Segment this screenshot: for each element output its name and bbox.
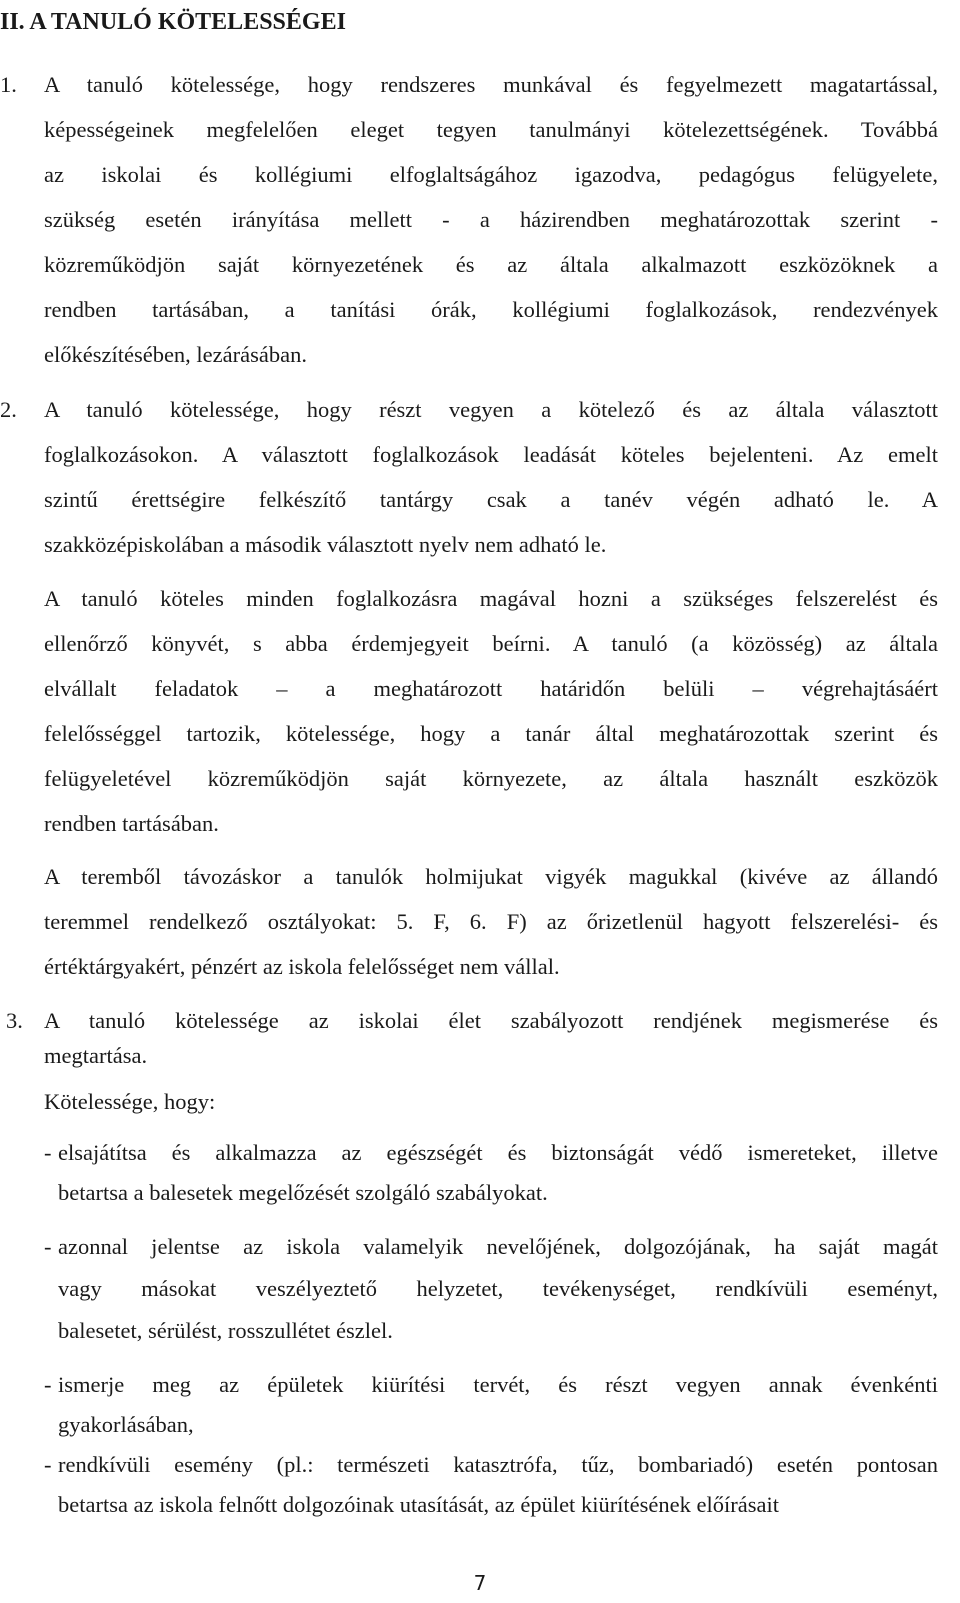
- item-2-number: 2.: [0, 397, 17, 422]
- item-3-line-2: megtartása.: [44, 1043, 148, 1068]
- equipment-line-5: felügyeletével közreműködjön saját környezete, az általa használt eszközök: [44, 766, 938, 791]
- item-2-line-2: foglalkozásokon. A választott foglalkozások leadását köteles bejelenteni. Az emelt: [44, 442, 938, 467]
- item-1-line-6: rendben tartásában, a tanítási órák, kollégiumi foglalkozások, rendezvények: [44, 297, 938, 322]
- bullet-1-dash: -: [44, 1140, 52, 1165]
- bullet-1-line-1: elsajátítsa és alkalmazza az egészségét és biztonságát védő ismereteket, illetve: [58, 1140, 938, 1165]
- item-3-number: 3.: [6, 1008, 23, 1033]
- bullet-2-line-2: vagy másokat veszélyeztető helyzetet, tevékenységet, rendkívüli eseményt,: [58, 1276, 938, 1301]
- item-1-line-3: az iskolai és kollégiumi elfoglaltságához igazodva, pedagógus felügyelete,: [44, 162, 938, 187]
- item-2-line-3: szintű érettségire felkészítő tantárgy csak a tanév végén adható le. A: [44, 487, 938, 512]
- item-3-intro: Kötelessége, hogy:: [44, 1089, 216, 1114]
- equipment-line-3: elvállalt feladatok – a meghatározott határidőn belüli – végrehajtásáért: [44, 676, 938, 701]
- bullet-2-line-1: azonnal jelentse az iskola valamelyik nevelőjének, dolgozójának, ha saját magát: [58, 1234, 938, 1259]
- equipment-line-4: felelősséggel tartozik, kötelessége, hogy a tanár által meghatározottak szerint és: [44, 721, 938, 746]
- item-1-line-2: képességeinek megfelelően eleget tegyen tanulmányi kötelezettségének. Továbbá: [44, 117, 938, 142]
- item-2-line-1: A tanuló kötelessége, hogy részt vegyen a kötelező és az általa választott: [44, 397, 938, 422]
- bullet-2-dash: -: [44, 1234, 52, 1259]
- page-number: 7: [473, 1571, 487, 1595]
- bullet-4-line-1: rendkívüli esemény (pl.: természeti katasztrófa, tűz, bombariadó) esetén pontosan: [58, 1452, 938, 1477]
- bullet-4-dash: -: [44, 1452, 52, 1477]
- item-2-line-4: szakközépiskolában a második választott nyelv nem adható le.: [44, 532, 607, 557]
- equipment-line-6: rendben tartásában.: [44, 811, 219, 836]
- item-1-line-7: előkészítésében, lezárásában.: [44, 342, 307, 367]
- bullet-3-dash: -: [44, 1372, 52, 1397]
- item-3-line-1: A tanuló kötelessége az iskolai élet szabályozott rendjének megismerése és: [44, 1008, 938, 1033]
- equipment-line-2: ellenőrző könyvét, s abba érdemjegyeit beírni. A tanuló (a közösség) az általa: [44, 631, 938, 656]
- room-line-3: értéktárgyakért, pénzért az iskola felelősséget nem vállal.: [44, 954, 560, 979]
- item-1-line-1: A tanuló kötelessége, hogy rendszeres munkával és fegyelmezett magatartással,: [44, 72, 938, 97]
- bullet-3-line-1: ismerje meg az épületek kiürítési tervét, és részt vegyen annak évenkénti: [58, 1372, 938, 1397]
- room-line-2: teremmel rendelkező osztályokat: 5. F, 6. F) az őrizetlenül hagyott felszerelési- és: [44, 909, 938, 934]
- bullet-2-line-3: balesetet, sérülést, rosszullétet észlel.: [58, 1318, 393, 1343]
- item-1-line-4: szükség esetén irányítása mellett - a házirendben meghatározottak szerint -: [44, 207, 938, 232]
- item-1-line-5: közreműködjön saját környezetének és az általa alkalmazott eszközöknek a: [44, 252, 938, 277]
- bullet-3-line-2: gyakorlásában,: [58, 1412, 194, 1437]
- item-1-number: 1.: [0, 72, 17, 97]
- bullet-4-line-2: betartsa az iskola felnőtt dolgozóinak utasítását, az épület kiürítésének előírásait: [58, 1492, 779, 1517]
- equipment-line-1: A tanuló köteles minden foglalkozásra magával hozni a szükséges felszerelést és: [44, 586, 938, 611]
- section-heading: II. A TANULÓ KÖTELESSÉGEI: [0, 9, 346, 35]
- room-line-1: A teremből távozáskor a tanulók holmijukat vigyék magukkal (kivéve az állandó: [44, 864, 938, 889]
- bullet-1-line-2: betartsa a balesetek megelőzését szolgáló szabályokat.: [58, 1180, 548, 1205]
